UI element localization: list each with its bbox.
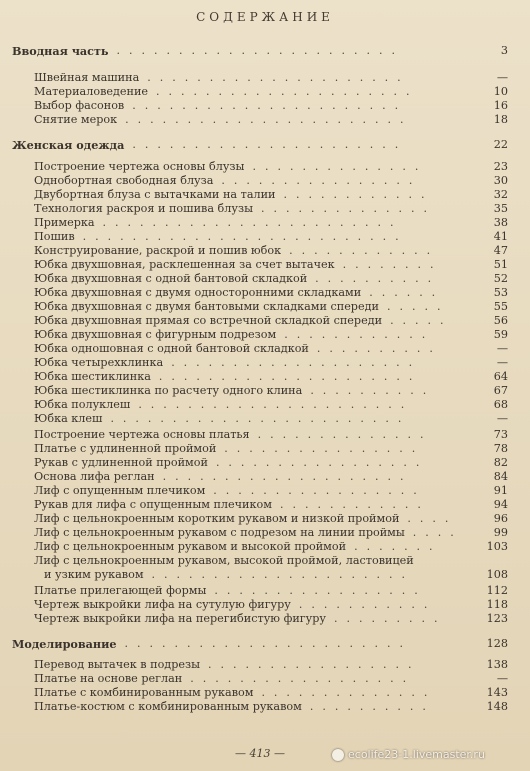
toc-entry	[34, 370, 508, 384]
dot-leader: ..............	[261, 686, 437, 699]
dot-leader: ......................	[132, 138, 408, 151]
dot-leader: .......	[354, 540, 442, 553]
toc-entry-page: 51	[493, 258, 508, 271]
watermark-text: ecolife23-1.livemaster.ru	[348, 748, 485, 761]
toc-entry	[34, 612, 508, 626]
toc-entry	[34, 113, 508, 127]
toc-entry	[34, 99, 508, 113]
toc-entry-title: Чертеж выкройки лифа на перегибистую фигуру	[34, 612, 326, 625]
toc-entry-title: Юбка клеш	[34, 412, 103, 425]
toc-entry	[34, 85, 508, 99]
toc-entry	[34, 484, 508, 498]
toc-entry-title: Рукав для лифа с опущенным плечиком	[34, 498, 272, 511]
toc-entry	[34, 672, 508, 686]
dot-leader: ................	[224, 442, 425, 455]
watermark	[332, 748, 485, 761]
dot-leader: ......................	[132, 99, 408, 112]
dot-leader: ..........	[316, 342, 442, 355]
dot-leader: ............	[289, 244, 440, 257]
toc-entry-page: 84	[493, 470, 508, 483]
toc-entry-page: 99	[493, 526, 508, 539]
toc-entry-title: Лиф с цельнокроенным рукавом, высокой проймой, ластовицей	[34, 554, 414, 567]
dot-leader: ..........	[309, 700, 435, 713]
toc-entry-title: Швейная машина	[34, 71, 140, 84]
dot-leader: ....	[412, 526, 463, 539]
dot-leader: ......................	[138, 398, 414, 411]
toc-entry	[34, 328, 508, 342]
toc-entry-title: Юбка двухшовная с двумя бантовыми складками спереди	[34, 300, 379, 313]
toc-entry-title: Снятие мерок	[34, 113, 118, 126]
dot-leader: ........................	[102, 216, 403, 229]
toc-entry-page: 52	[493, 272, 508, 285]
dot-leader: ..........................	[82, 230, 408, 243]
toc-entry-page: 94	[493, 498, 508, 511]
toc-entry-title: Юбка двухшовная прямая со встречной складкой спереди	[34, 314, 383, 327]
toc-entry-page: 67	[493, 384, 508, 397]
toc-entry-title: Моделирование	[12, 637, 117, 651]
toc-entry-title: Чертеж выкройки лифа на сутулую фигуру	[34, 598, 291, 611]
toc-entry-title: Юбка двухшовная, расклешенная за счет вытачек	[34, 258, 335, 271]
toc-entry-page: 23	[493, 160, 508, 173]
dot-leader: ..............	[260, 202, 436, 215]
toc-entry-page: 10	[493, 85, 508, 98]
toc-entry-page: 82	[493, 456, 508, 469]
toc-entry	[34, 540, 508, 554]
toc-entry-title: Юбка двухшовная с двумя односторонними складками	[34, 286, 362, 299]
toc-entry-page: 103	[486, 540, 508, 553]
dot-leader: ....	[407, 512, 458, 525]
toc-entry-page: 96	[493, 512, 508, 525]
toc-entry-page: 30	[493, 174, 508, 187]
toc-entry-page: 118	[486, 598, 508, 611]
dot-leader: ............	[279, 498, 430, 511]
toc-entry	[34, 286, 508, 300]
toc-entry-page: 56	[493, 314, 508, 327]
dot-leader: ......	[369, 286, 445, 299]
dot-leader: ..............	[252, 160, 428, 173]
dot-leader: ................	[221, 174, 422, 187]
toc-entry	[34, 442, 508, 456]
toc-entry-page: 3	[500, 44, 508, 57]
dot-leader: .................	[208, 658, 421, 671]
dot-leader: ...........	[298, 598, 437, 611]
toc-entry	[34, 470, 508, 484]
dot-leader: ....................	[162, 470, 413, 483]
dot-leader: .....	[386, 300, 450, 313]
toc-entry	[34, 584, 508, 598]
toc-entry-page: —	[496, 672, 508, 685]
toc-entry-title: Юбка шестиклинка	[34, 370, 151, 383]
dot-leader: ........	[342, 258, 443, 271]
toc-entry	[34, 300, 508, 314]
toc-entry	[44, 568, 508, 582]
toc-entry-title: Перевод вытачек в подрезы	[34, 658, 200, 671]
toc-entry	[34, 356, 508, 370]
toc-entry	[34, 258, 508, 272]
toc-entry-title: Лиф с цельнокроенным коротким рукавом и низкой проймой	[34, 512, 400, 525]
toc-entry-title: Однобортная свободная блуза	[34, 174, 214, 187]
toc-entry	[34, 342, 508, 356]
toc-entry-page: 138	[486, 658, 508, 671]
toc-entry-title: Вводная часть	[12, 44, 109, 58]
toc-entry	[34, 314, 508, 328]
toc-entry-title: Платье прилегающей формы	[34, 584, 207, 597]
toc-entry	[34, 658, 508, 672]
dot-leader: .......................	[125, 113, 413, 126]
toc-entry-title: Построение чертежа основы платья	[34, 428, 250, 441]
toc-entry-title: Лиф с цельнокроенным рукавом с подрезом на линии проймы	[34, 526, 405, 539]
toc-entry-page: 78	[493, 442, 508, 455]
dot-leader: .................	[214, 584, 427, 597]
toc-entry-title: Двубортная блуза с вытачками на талии	[34, 188, 276, 201]
toc-entry-page: —	[496, 342, 508, 355]
toc-entry-title: Основа лифа реглан	[34, 470, 155, 483]
toc-entry-title: Платье на основе реглан	[34, 672, 183, 685]
toc-entry-title: Рукав с удлиненной проймой	[34, 456, 208, 469]
toc-section	[12, 637, 508, 651]
dot-leader: ........................	[110, 412, 411, 425]
dot-leader: .....	[390, 314, 453, 327]
toc-entry-page: 22	[493, 138, 508, 151]
toc-entry-title: Выбор фасонов	[34, 99, 125, 112]
toc-entry	[34, 384, 508, 398]
toc-entry-title: и узким рукавом	[44, 568, 144, 581]
toc-entry-page: 18	[493, 113, 508, 126]
toc-entry	[34, 216, 508, 230]
toc-entry-title: Женская одежда	[12, 138, 125, 152]
dot-leader: ..........	[315, 272, 441, 285]
toc-entry-page: 148	[486, 700, 508, 713]
toc-entry-title: Платье с комбинированным рукавом	[34, 686, 254, 699]
dot-leader: .....................	[151, 568, 414, 581]
toc-entry-title: Юбка одношовная с одной бантовой складкой	[34, 342, 309, 355]
toc-entry-page: 41	[493, 230, 508, 243]
toc-entry-page: 108	[486, 568, 508, 581]
toc-entry	[34, 244, 508, 258]
toc-entry-page: 35	[493, 202, 508, 215]
toc-entry-title: Лиф с опущенным плечиком	[34, 484, 206, 497]
toc-entry-page: 91	[493, 484, 508, 497]
toc-entry-title: Юбка четырехклинка	[34, 356, 164, 369]
toc-entry	[34, 160, 508, 174]
toc-entry-title: Юбка двухшовная с одной бантовой складкой	[34, 272, 308, 285]
toc-entry-title: Примерка	[34, 216, 95, 229]
toc-entry	[34, 202, 508, 216]
toc-section	[12, 44, 508, 58]
toc-entry	[34, 230, 508, 244]
toc-entry-page: 128	[486, 637, 508, 650]
toc-entry-title: Построение чертежа основы блузы	[34, 160, 245, 173]
toc-entry-page: 73	[493, 428, 508, 441]
toc-entry-page: —	[496, 71, 508, 84]
toc-entry	[34, 272, 508, 286]
dot-leader: ....................	[171, 356, 422, 369]
toc-entry	[34, 71, 508, 85]
dot-leader: .....................	[156, 85, 419, 98]
dot-leader: .......................	[116, 44, 404, 57]
dot-leader: .......................	[124, 637, 412, 650]
dot-leader: .................	[213, 484, 426, 497]
toc-entry-page: 38	[493, 216, 508, 229]
toc-entry-page: 55	[493, 300, 508, 313]
toc-entry-page: 112	[486, 584, 508, 597]
toc-entry-page: 68	[493, 398, 508, 411]
toc-entry-title: Лиф с цельнокроенным рукавом и высокой проймой	[34, 540, 347, 553]
toc-entry	[34, 526, 508, 540]
dot-leader: ............	[284, 328, 435, 341]
toc-entry-title: Платье-костюм с комбинированным рукавом	[34, 700, 302, 713]
page-number: — 413 —	[235, 747, 285, 760]
toc-entry-title: Юбка двухшовная с фигурным подрезом	[34, 328, 277, 341]
toc-entry	[34, 174, 508, 188]
dot-leader: .................	[215, 456, 429, 469]
dot-leader: ............	[283, 188, 434, 201]
dot-leader: .........	[333, 612, 447, 625]
toc-entry-title: Пошив	[34, 230, 75, 243]
toc-entry	[34, 428, 508, 442]
toc-entry-page: 64	[493, 370, 508, 383]
toc-entry-page: 53	[493, 286, 508, 299]
camera-icon	[332, 749, 344, 761]
toc-entry-page: —	[496, 412, 508, 425]
toc-entry-page: 16	[493, 99, 508, 112]
toc-entry-page: 123	[486, 612, 508, 625]
toc-entry	[34, 412, 508, 426]
toc-entry-page: 32	[493, 188, 508, 201]
toc-entry-title: Юбка шестиклинка по расчету одного клина	[34, 384, 303, 397]
toc-entry	[34, 686, 508, 700]
toc-entry	[34, 456, 508, 470]
toc-entry-title: Материаловедение	[34, 85, 149, 98]
toc-entry-title: Платье с удлиненной проймой	[34, 442, 217, 455]
dot-leader: .....................	[147, 71, 410, 84]
toc-entry-title: Юбка полуклеш	[34, 398, 131, 411]
dot-leader: .....................	[158, 370, 422, 383]
toc-entry-title: Технология раскроя и пошива блузы	[34, 202, 253, 215]
toc-entry	[34, 188, 508, 202]
toc-section	[12, 138, 508, 152]
toc-entry	[34, 398, 508, 412]
dot-leader: ..................	[190, 672, 416, 685]
toc-entry	[34, 498, 508, 512]
page-title: СОДЕРЖАНИЕ	[196, 10, 334, 24]
toc-entry-title: Конструирование, раскрой и пошив юбок	[34, 244, 282, 257]
dot-leader: ..........	[310, 384, 436, 397]
toc-entry	[34, 554, 508, 568]
dot-leader: ..............	[257, 428, 433, 441]
toc-entry-page: —	[496, 356, 508, 369]
toc-entry-page: 59	[493, 328, 508, 341]
toc-entry	[34, 598, 508, 612]
toc-entry	[34, 700, 508, 714]
toc-entry-page: 143	[486, 686, 508, 699]
toc-entry-page: 47	[493, 244, 508, 257]
toc-entry	[34, 512, 508, 526]
